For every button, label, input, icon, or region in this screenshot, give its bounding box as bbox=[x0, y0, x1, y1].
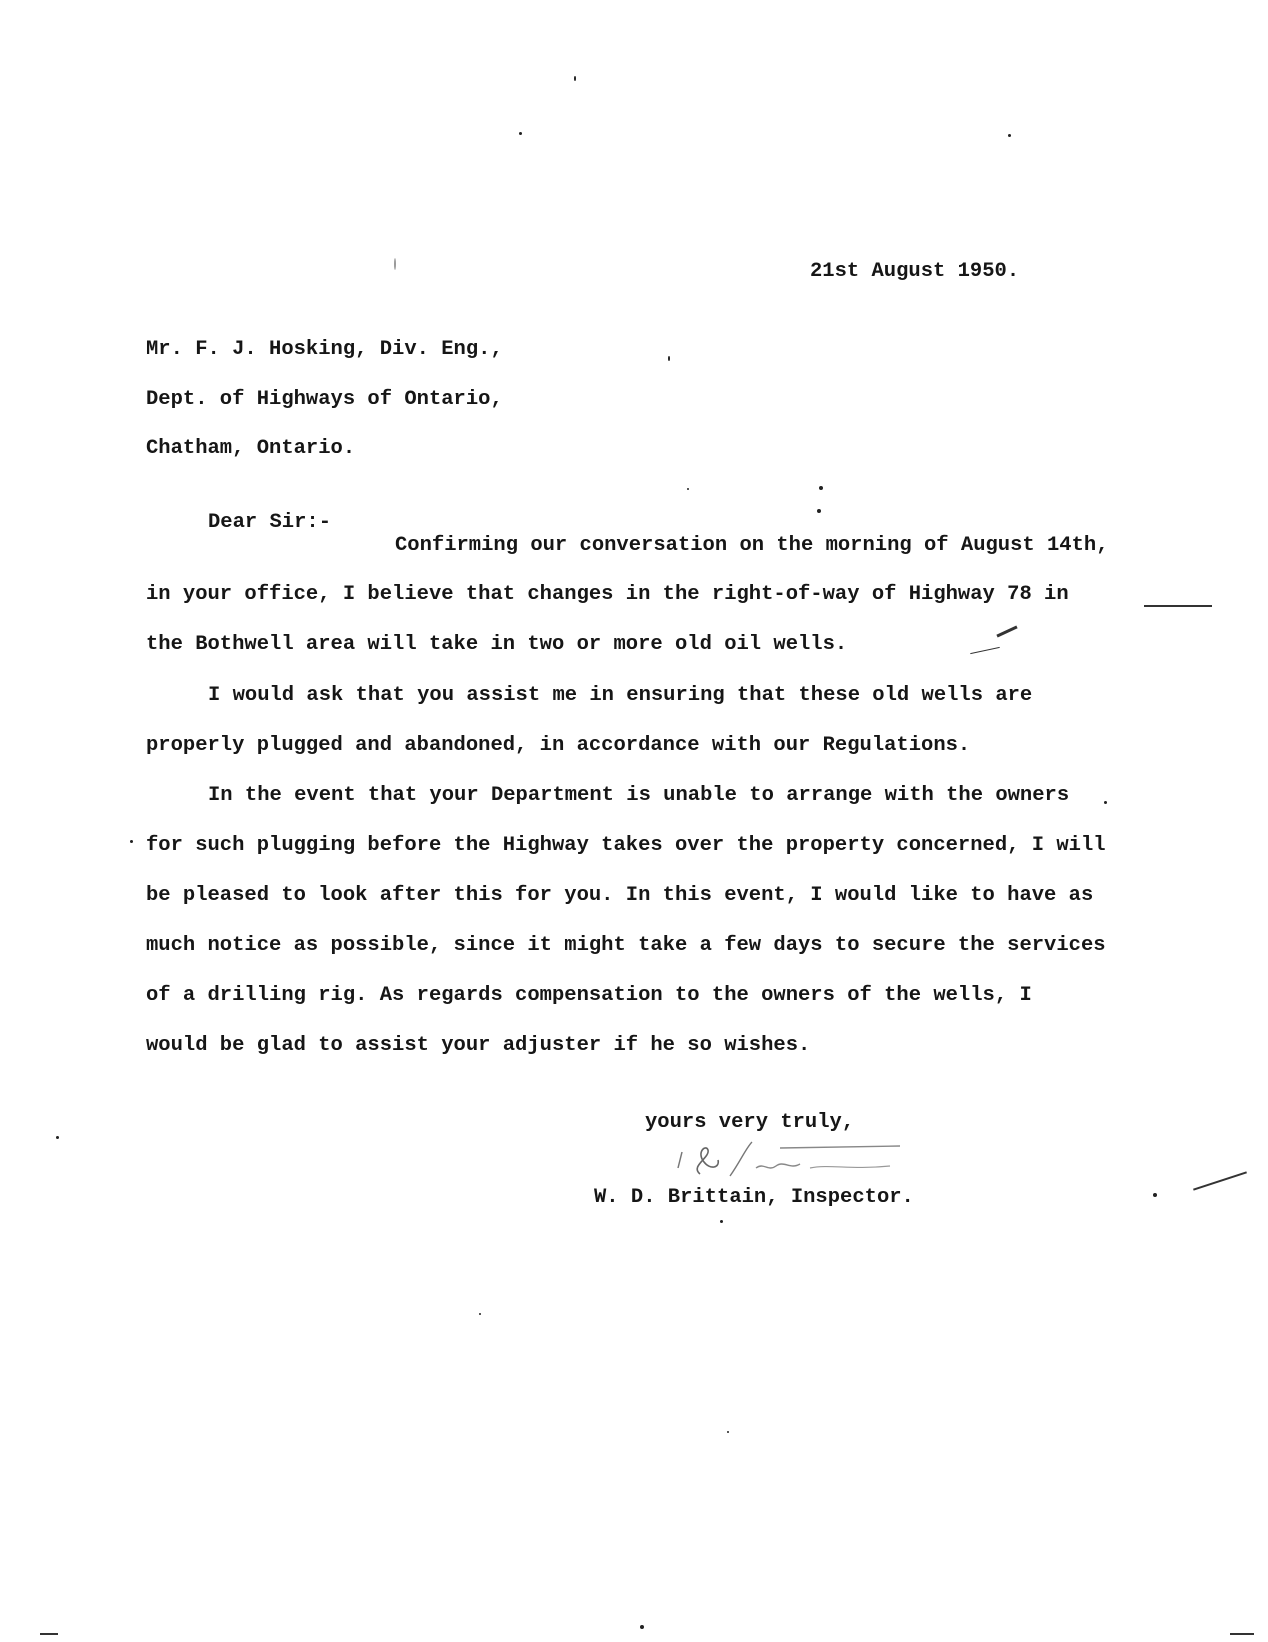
scan-speck bbox=[819, 486, 823, 490]
body-line: for such plugging before the Highway takes over the property concerned, I will bbox=[146, 834, 1106, 857]
scan-speck bbox=[817, 509, 821, 513]
body-line: be pleased to look after this for you. In this event, I would like to have as bbox=[146, 884, 1094, 907]
scan-speck bbox=[574, 76, 576, 81]
handwritten-signature bbox=[660, 1138, 920, 1182]
scan-mark bbox=[1230, 1633, 1254, 1635]
recipient-name: Mr. F. J. Hosking, Div. Eng., bbox=[146, 338, 503, 361]
scan-mark bbox=[970, 647, 1000, 654]
body-line: In the event that your Department is unable to arrange with the owners bbox=[208, 784, 1070, 807]
scan-mark bbox=[1144, 605, 1212, 607]
body-line: would be glad to assist your adjuster if he so wishes. bbox=[146, 1034, 811, 1057]
scan-mark bbox=[40, 1633, 58, 1635]
scan-speck bbox=[479, 1313, 481, 1315]
recipient-city: Chatham, Ontario. bbox=[146, 437, 356, 460]
body-line: properly plugged and abandoned, in accordance with our Regulations. bbox=[146, 734, 971, 757]
scan-speck bbox=[1104, 801, 1107, 804]
body-line: of a drilling rig. As regards compensation to the owners of the wells, I bbox=[146, 984, 1032, 1007]
scan-mark bbox=[996, 625, 1017, 637]
recipient-organization: Dept. of Highways of Ontario, bbox=[146, 388, 503, 411]
letter-date: 21st August 1950. bbox=[810, 260, 1020, 283]
scan-speck bbox=[56, 1136, 59, 1139]
signatory: W. D. Brittain, Inspector. bbox=[594, 1186, 914, 1209]
scan-speck bbox=[687, 488, 689, 490]
closing: yours very truly, bbox=[645, 1111, 855, 1134]
scan-speck bbox=[1008, 134, 1011, 137]
scan-mark bbox=[1193, 1171, 1247, 1190]
scan-speck bbox=[519, 132, 522, 135]
scan-speck bbox=[727, 1431, 729, 1433]
scan-speck bbox=[720, 1220, 723, 1223]
body-line: in your office, I believe that changes in the right-of-way of Highway 78 in bbox=[146, 583, 1069, 606]
scan-speck bbox=[1153, 1193, 1157, 1197]
body-line: Confirming our conversation on the morning of August 14th, bbox=[395, 534, 1109, 557]
scan-speck bbox=[394, 258, 396, 270]
body-line: I would ask that you assist me in ensuring that these old wells are bbox=[208, 684, 1033, 707]
scan-speck bbox=[668, 356, 670, 361]
body-line: much notice as possible, since it might take a few days to secure the services bbox=[146, 934, 1106, 957]
scan-speck bbox=[130, 840, 133, 843]
body-line: the Bothwell area will take in two or more old oil wells. bbox=[146, 633, 848, 656]
salutation: Dear Sir:- bbox=[208, 511, 332, 534]
scan-speck bbox=[640, 1625, 644, 1629]
